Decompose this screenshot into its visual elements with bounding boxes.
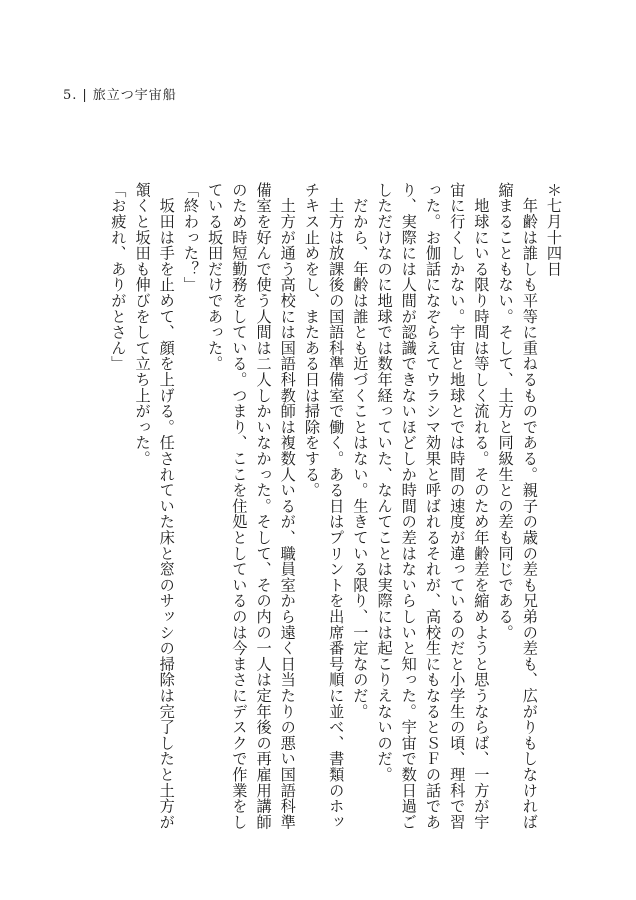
vertical-body-text — [66, 182, 566, 842]
body-paragraph: 地球にいる限り時間は等しく流れる。そのため年齢差を縮めようと思うならば、一方が宇宙に行くしかない。宇宙と地球とでは時間の速度が違っているのだと小学生の頃、理科で習った。お伽話になぞらえてウラシマ効果と呼ばれるそれが、高校生にもなるとＳＦの話であり、実際には人間が認識できないほどしか時間の差はないらしいと知った。宇宙で数日過ごしただけなのに地球では数年経っていた、なんてことは実際には起こりえないのだ。 — [375, 182, 491, 830]
body-paragraph: 年齢は誰しも平等に重ねるものである。親子の歳の差も兄弟の差も、広がりもしなければ縮まることもない。そして、土方と同級生との差も同じである。 — [496, 182, 539, 830]
chapter-title: 旅立つ宇宙船 — [92, 88, 177, 103]
date-heading: ＊七月十四日 — [545, 182, 563, 277]
dialogue-line: 「お疲れ、ありがとさん」 — [109, 182, 128, 372]
dialogue-line: 「終わった？」 — [181, 182, 200, 293]
chapter-number: 5. — [63, 88, 78, 103]
body-paragraph: 土方が通う高校には国語科教師は複数人いるが、職員室から遠く日当たりの悪い国語科準備室を好んで使う人間は二人しかいなかった。そして、その内の一人は定年後の再雇用講師のため時短勤務をしている。つまり、ここを住処としているのは今まさにデスクで作業をしている坂田だけであった。 — [206, 182, 297, 830]
running-head-separator: | — [82, 88, 88, 103]
body-paragraph: 坂田は手を止めて、顔を上げる。任されていた床と窓のサッシの掃除は完了したと土方が頷くと坂田も伸びをして立ち上がった。 — [133, 182, 176, 830]
running-head — [63, 84, 177, 103]
body-paragraph: 土方は放課後の国語科準備室で働く。ある日はプリントを出席番号順に並べ、書類のホッチキス止めをし、またある日は掃除をする。 — [302, 182, 346, 830]
body-paragraph: だから、年齢は誰とも近づくことはない。生きている限り、一定なのだ。 — [351, 182, 370, 720]
